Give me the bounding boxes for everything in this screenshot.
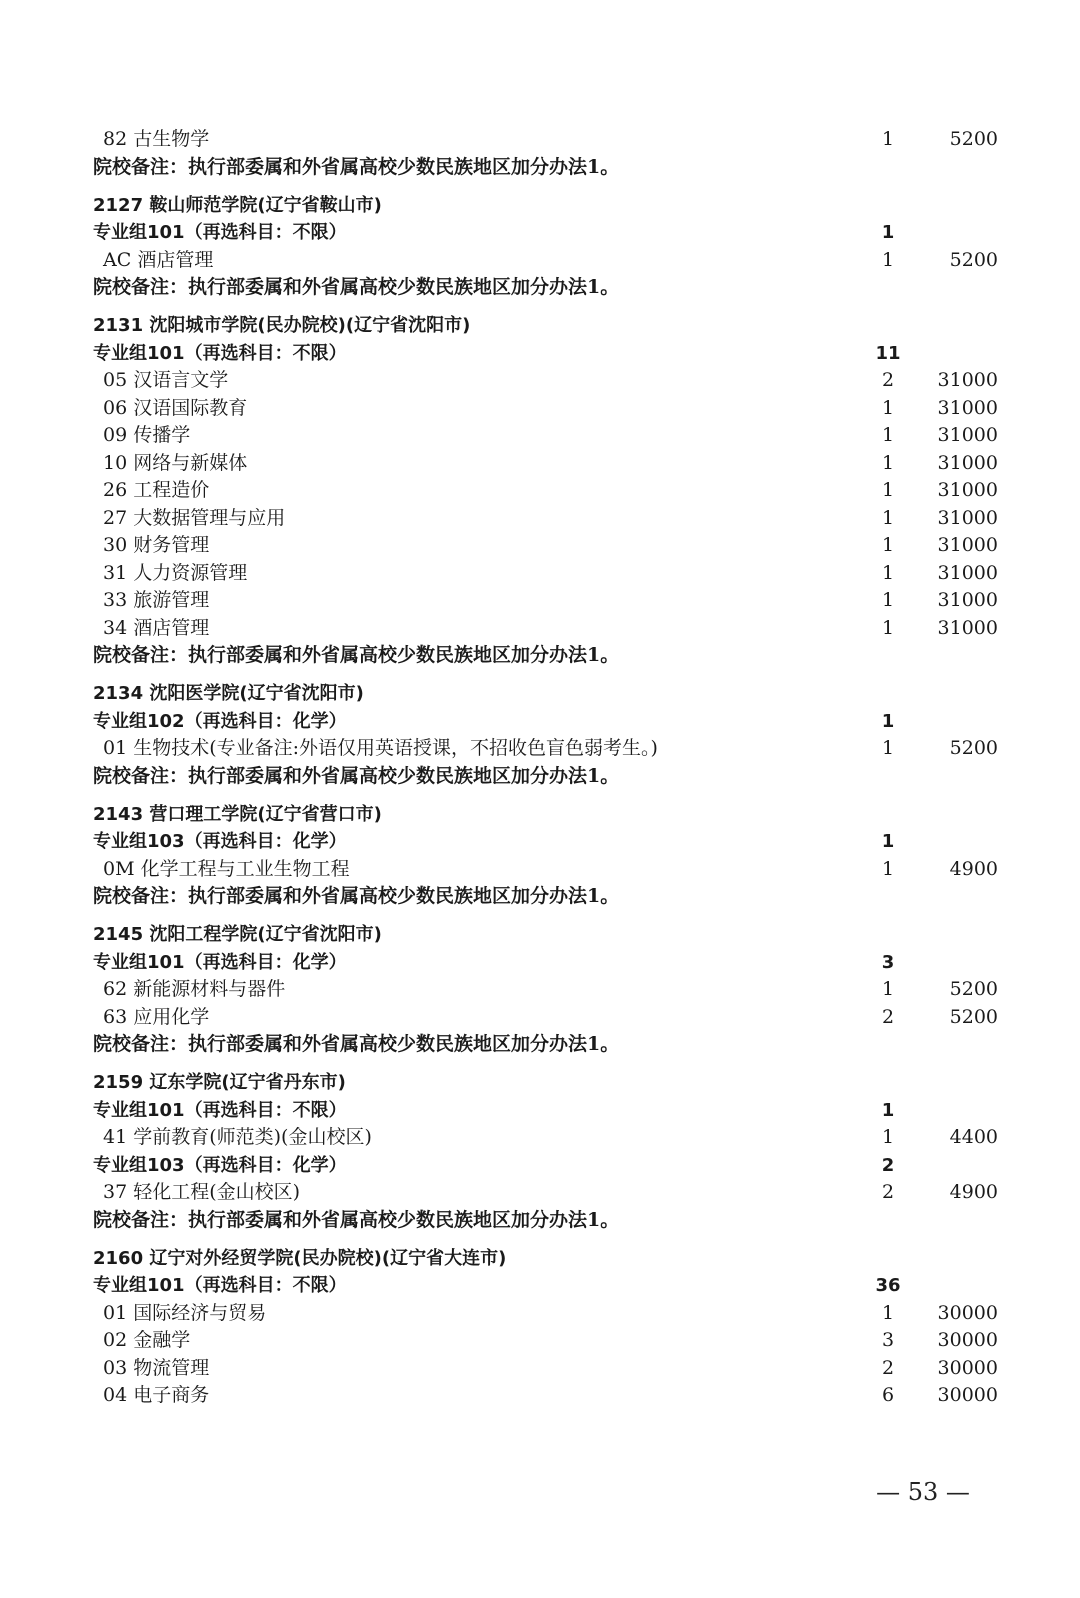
- plan-count: 1: [881, 451, 895, 474]
- plan-count: 2: [881, 1005, 895, 1028]
- major-entry: [103, 1179, 300, 1207]
- major-row: [0, 422, 1080, 450]
- plan-count: 1: [881, 396, 895, 419]
- school-name: 沈阳医学院(辽宁省沈阳市): [149, 683, 364, 704]
- major-entry: [103, 615, 209, 643]
- tuition-fee: 4900: [949, 1181, 998, 1203]
- section-gap: [0, 302, 1080, 313]
- plan-count: 1: [881, 616, 895, 639]
- plan-count: 1: [881, 978, 895, 1000]
- tuition-fee: 31000: [937, 616, 998, 639]
- major-name: 工程造价: [133, 479, 210, 501]
- major-code: 01: [103, 1301, 128, 1324]
- tuition-fee: 31000: [937, 479, 998, 501]
- major-code: 62: [103, 978, 128, 1000]
- major-row: [0, 532, 1080, 560]
- school-code: 2145: [93, 924, 144, 945]
- school-row: [0, 921, 1080, 949]
- major-code: 27: [103, 506, 128, 529]
- group-row: [0, 1097, 1080, 1125]
- school-name: 辽宁对外经贸学院(民办院校)(辽宁省大连市): [149, 1247, 507, 1269]
- major-name: 化学工程与工业生物工程: [140, 857, 350, 880]
- tuition-fee: 4900: [949, 857, 998, 880]
- major-code: 05: [103, 369, 128, 391]
- school-row: [0, 680, 1080, 708]
- major-row: [0, 560, 1080, 588]
- major-row: [0, 1355, 1080, 1383]
- group-row: [0, 828, 1080, 856]
- major-row: [0, 976, 1080, 1004]
- school-note: 院校备注：执行部委属和外省属高校少数民族地区加分办法1。: [93, 1033, 620, 1055]
- school-row: [0, 1069, 1080, 1097]
- major-code: 03: [103, 1356, 128, 1379]
- major-code: 09: [103, 424, 128, 446]
- group-label: 专业组103（再选科目：化学）: [93, 831, 347, 852]
- enrollment-plan-list: [0, 126, 1080, 1410]
- major-entry: [103, 422, 190, 450]
- group-label: 专业组103（再选科目：化学）: [93, 1154, 347, 1176]
- school-code: 2159: [93, 1072, 144, 1093]
- group-label: 专业组101（再选科目：化学）: [93, 951, 347, 973]
- school-row: [0, 801, 1080, 829]
- tuition-fee: 30000: [937, 1384, 998, 1406]
- group-label: 专业组101（再选科目：不限）: [93, 1099, 347, 1121]
- school-heading: [93, 192, 382, 220]
- group-count: 1: [881, 831, 895, 852]
- major-row: [0, 367, 1080, 395]
- plan-count: 1: [881, 424, 895, 446]
- group-count: 2: [881, 1154, 895, 1176]
- major-entry: [103, 856, 350, 884]
- major-row: [0, 126, 1080, 154]
- plan-count: 1: [881, 248, 895, 271]
- major-code: 26: [103, 479, 128, 501]
- major-entry: [103, 1004, 209, 1032]
- major-entry: [103, 477, 209, 505]
- tuition-fee: 5200: [949, 737, 998, 759]
- tuition-fee: 5200: [949, 128, 998, 150]
- group-row: [0, 219, 1080, 247]
- plan-count: 1: [881, 857, 895, 880]
- major-entry: [103, 247, 213, 275]
- major-row: [0, 1327, 1080, 1355]
- tuition-fee: 5200: [949, 978, 998, 1000]
- major-entry: [103, 395, 247, 423]
- tuition-fee: 30000: [937, 1329, 998, 1351]
- major-row: [0, 1382, 1080, 1410]
- section-gap: [0, 911, 1080, 922]
- plan-count: 1: [881, 506, 895, 529]
- page-number: — 53 —: [876, 1478, 970, 1506]
- school-code: 2160: [93, 1247, 144, 1269]
- plan-count: 2: [881, 1356, 895, 1379]
- school-note-row: [0, 274, 1080, 302]
- tuition-fee: 5200: [949, 1005, 998, 1028]
- section-gap: [0, 1059, 1080, 1070]
- plan-count: 3: [881, 1329, 895, 1351]
- major-name: 大数据管理与应用: [133, 506, 286, 529]
- major-name: 汉语国际教育: [133, 396, 248, 419]
- school-name: 鞍山师范学院(辽宁省鞍山市): [149, 194, 382, 216]
- group-row: [0, 1272, 1080, 1300]
- major-code: 34: [103, 616, 128, 639]
- school-note-row: [0, 642, 1080, 670]
- major-name: 财务管理: [133, 534, 210, 556]
- school-heading: [93, 1069, 346, 1097]
- tuition-fee: 31000: [937, 396, 998, 419]
- school-name: 辽东学院(辽宁省丹东市): [149, 1072, 346, 1093]
- major-name: 电子商务: [133, 1384, 210, 1406]
- major-code: 82: [103, 128, 128, 150]
- school-name: 沈阳工程学院(辽宁省沈阳市): [149, 924, 382, 945]
- major-name: 国际经济与贸易: [133, 1301, 267, 1324]
- major-name: 人力资源管理: [133, 561, 248, 584]
- group-count: 11: [875, 342, 901, 364]
- tuition-fee: 30000: [937, 1301, 998, 1324]
- major-name: 网络与新媒体: [133, 451, 248, 474]
- major-name: 轻化工程(金山校区): [133, 1181, 301, 1203]
- school-note: 院校备注：执行部委属和外省属高校少数民族地区加分办法1。: [93, 276, 620, 298]
- major-name: 生物技术(专业备注:外语仅用英语授课，不招收色盲色弱考生。): [133, 737, 658, 759]
- school-row: [0, 312, 1080, 340]
- major-entry: [103, 976, 285, 1004]
- major-row: [0, 587, 1080, 615]
- school-code: 2134: [93, 683, 144, 704]
- major-name: 汉语言文学: [133, 369, 229, 391]
- tuition-fee: 31000: [937, 561, 998, 584]
- school-heading: [93, 680, 364, 708]
- group-count: 36: [875, 1275, 901, 1296]
- major-name: 酒店管理: [133, 616, 210, 639]
- major-name: 金融学: [133, 1329, 191, 1351]
- plan-count: 1: [881, 534, 895, 556]
- major-entry: [103, 532, 209, 560]
- group-label: 专业组101（再选科目：不限）: [93, 1275, 347, 1296]
- major-code: 01: [103, 737, 128, 759]
- major-code: 31: [103, 561, 128, 584]
- plan-count: 1: [881, 561, 895, 584]
- group-count: 1: [881, 222, 895, 243]
- tuition-fee: 31000: [937, 451, 998, 474]
- section-gap: [0, 1234, 1080, 1245]
- major-code: 06: [103, 396, 128, 419]
- plan-count: 6: [881, 1384, 895, 1406]
- group-count: 1: [881, 710, 895, 732]
- major-code: AC: [103, 248, 132, 271]
- major-entry: [103, 735, 658, 763]
- tuition-fee: 31000: [937, 424, 998, 446]
- school-note-row: [0, 1031, 1080, 1059]
- major-code: 33: [103, 589, 128, 611]
- school-heading: [93, 921, 382, 949]
- tuition-fee: 31000: [937, 589, 998, 611]
- major-code: 30: [103, 534, 128, 556]
- tuition-fee: 30000: [937, 1356, 998, 1379]
- major-entry: [103, 1382, 209, 1410]
- major-name: 学前教育(师范类)(金山校区): [133, 1126, 372, 1148]
- major-code: 0M: [103, 857, 135, 880]
- major-row: [0, 1300, 1080, 1328]
- tuition-fee: 31000: [937, 534, 998, 556]
- school-name: 沈阳城市学院(民办院校)(辽宁省沈阳市): [149, 315, 471, 336]
- major-code: 63: [103, 1005, 128, 1028]
- school-heading: [93, 801, 382, 829]
- major-entry: [103, 1300, 266, 1328]
- group-row: [0, 1152, 1080, 1180]
- plan-count: 1: [881, 1126, 895, 1148]
- major-row: [0, 615, 1080, 643]
- school-note-row: [0, 154, 1080, 182]
- plan-count: 2: [881, 1181, 895, 1203]
- school-note: 院校备注：执行部委属和外省属高校少数民族地区加分办法1。: [93, 1208, 620, 1231]
- plan-count: 1: [881, 737, 895, 759]
- major-row: [0, 1004, 1080, 1032]
- plan-count: 2: [881, 369, 895, 391]
- tuition-fee: 31000: [937, 369, 998, 391]
- major-name: 物流管理: [133, 1356, 210, 1379]
- group-label: 专业组101（再选科目：不限）: [93, 342, 347, 364]
- major-entry: [103, 560, 247, 588]
- school-note: 院校备注：执行部委属和外省属高校少数民族地区加分办法1。: [93, 644, 620, 666]
- major-entry: [103, 367, 228, 395]
- group-row: [0, 708, 1080, 736]
- school-name: 营口理工学院(辽宁省营口市): [149, 803, 382, 825]
- school-note: 院校备注：执行部委属和外省属高校少数民族地区加分办法1。: [93, 885, 620, 907]
- school-row: [0, 1245, 1080, 1273]
- major-row: [0, 1124, 1080, 1152]
- major-entry: [103, 126, 209, 154]
- major-row: [0, 505, 1080, 533]
- major-row: [0, 477, 1080, 505]
- major-row: [0, 856, 1080, 884]
- major-code: 04: [103, 1384, 128, 1406]
- major-row: [0, 247, 1080, 275]
- major-name: 古生物学: [133, 128, 210, 150]
- tuition-fee: 4400: [949, 1126, 998, 1148]
- group-label: 专业组102（再选科目：化学）: [93, 710, 347, 732]
- school-note: 院校备注：执行部委属和外省属高校少数民族地区加分办法1。: [93, 764, 620, 787]
- section-gap: [0, 670, 1080, 681]
- major-name: 传播学: [133, 424, 191, 446]
- school-heading: [93, 312, 470, 340]
- major-code: 37: [103, 1181, 128, 1203]
- major-name: 应用化学: [133, 1005, 210, 1028]
- major-entry: [103, 1327, 190, 1355]
- plan-count: 1: [881, 128, 895, 150]
- plan-count: 1: [881, 589, 895, 611]
- group-count: 3: [881, 951, 895, 973]
- plan-count: 1: [881, 1301, 895, 1324]
- school-note-row: [0, 1207, 1080, 1235]
- tuition-fee: 31000: [937, 506, 998, 529]
- school-code: 2143: [93, 803, 144, 825]
- school-heading: [93, 1245, 506, 1273]
- group-row: [0, 949, 1080, 977]
- major-name: 新能源材料与器件: [133, 978, 286, 1000]
- major-row: [0, 395, 1080, 423]
- major-row: [0, 735, 1080, 763]
- group-label: 专业组101（再选科目：不限）: [93, 222, 347, 243]
- major-row: [0, 1179, 1080, 1207]
- major-entry: [103, 587, 209, 615]
- school-code: 2131: [93, 315, 144, 336]
- major-code: 02: [103, 1329, 128, 1351]
- school-row: [0, 192, 1080, 220]
- major-entry: [103, 1124, 372, 1152]
- group-count: 1: [881, 1099, 895, 1121]
- major-name: 酒店管理: [137, 248, 214, 271]
- group-row: [0, 340, 1080, 368]
- major-entry: [103, 450, 247, 478]
- school-note-row: [0, 883, 1080, 911]
- major-entry: [103, 505, 285, 533]
- school-note: 院校备注：执行部委属和外省属高校少数民族地区加分办法1。: [93, 155, 620, 178]
- major-name: 旅游管理: [133, 589, 210, 611]
- major-entry: [103, 1355, 209, 1383]
- section-gap: [0, 181, 1080, 192]
- major-code: 10: [103, 451, 128, 474]
- tuition-fee: 5200: [949, 248, 998, 271]
- plan-count: 1: [881, 479, 895, 501]
- section-gap: [0, 790, 1080, 801]
- major-row: [0, 450, 1080, 478]
- school-code: 2127: [93, 194, 144, 216]
- school-note-row: [0, 763, 1080, 791]
- major-code: 41: [103, 1126, 128, 1148]
